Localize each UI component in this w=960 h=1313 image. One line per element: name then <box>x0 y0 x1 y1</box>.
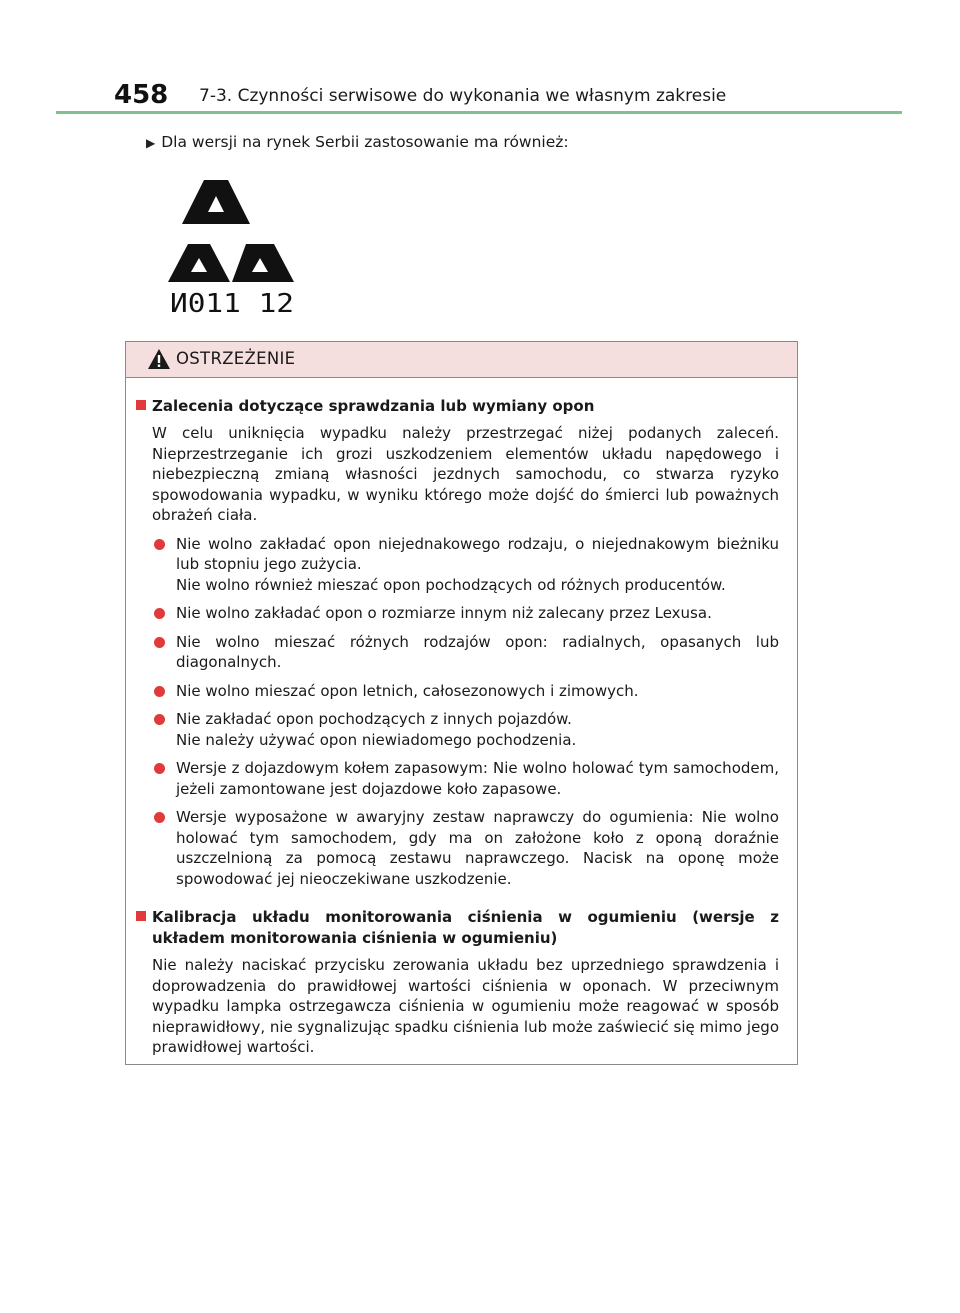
chapter-title: 7-3. Czynności serwisowe do wykonania we własnym zakresie <box>199 86 727 106</box>
warning-title: OSTRZEŻENIE <box>176 349 296 368</box>
list-item <box>152 534 779 596</box>
warning-section <box>130 396 779 889</box>
red-bullet-icon <box>154 637 165 648</box>
bullet-subtext: Nie należy używać opon niewiadomego pochodzenia. <box>176 730 577 749</box>
list-item <box>152 709 779 750</box>
warning-box <box>125 341 798 1065</box>
warning-content <box>126 378 797 1058</box>
warning-header <box>126 342 797 378</box>
red-bullet-icon <box>154 714 165 725</box>
bullet-text: Wersje z dojazdowym kołem zapasowym: Nie wolno holować tym samochodem, jeżeli zamontowane jest dojazdowe koło zapasowe. <box>176 759 779 798</box>
bullet-text: Nie wolno mieszać opon letnich, całosezonowych i zimowych. <box>176 681 639 700</box>
list-item <box>152 681 779 702</box>
list-item <box>152 807 779 889</box>
section-paragraph: W celu uniknięcia wypadku należy przestrzegać niżej podanych zaleceń. Nieprzestrzeganie ich grozi uszkodzeniem elementów układu napędowego i niebezpieczną zmianą własności jezdnych samochodu, co stwarza ryzyko spowodowania wypadku, w wyniku którego może dojść do śmierci lub poważnych obrażeń ciała. <box>152 424 779 524</box>
red-bullet-icon <box>154 608 165 619</box>
red-bullet-icon <box>154 763 165 774</box>
bullet-text: Nie wolno zakładać opon o rozmiarze innym niż zalecany przez Lexusa. <box>176 604 712 622</box>
page-number: 458 <box>114 80 169 110</box>
eac-triangle-mark <box>166 172 302 322</box>
warning-section <box>130 907 779 1058</box>
bullet-list <box>152 534 779 890</box>
page-header <box>56 80 902 120</box>
bullet-text: Nie wolno zakładać opon niejednakowego rodzaju, o niejednakowym bieżniku lub stopniu jego zużycia. <box>176 534 779 573</box>
bullet-text: Wersje wyposażone w awaryjny zestaw naprawczy do ogumienia: Nie wolno holować tym samochodem, gdy ma on założone koło z oponą doraźnie uszczelnioną za pomocą zestawu naprawczego. Nacisk na oponę może spowodować jej nieoczekiwane uszkodzenie. <box>176 808 779 888</box>
warning-triangle-icon <box>147 348 171 370</box>
list-item <box>152 603 779 624</box>
bullet-text: Nie wolno mieszać różnych rodzajów opon: radialnych, opasanych lub diagonalnych. <box>176 632 779 671</box>
serbia-note <box>146 132 569 153</box>
red-bullet-icon <box>154 539 165 550</box>
section-title: Kalibracja układu monitorowania ciśnienia w ogumieniu (wersje z układem monitorowania ciśnienia w ogumieniu) <box>152 908 779 947</box>
section-paragraph: Nie należy naciskać przycisku zerowania układu bez uprzedniego sprawdzenia i doprowadzenia do prawidłowej wartości ciśnienia w oponach. W przeciwnym wypadku lampka ostrzegawcza ciśnienia w ogumieniu może reagować w sposób nieprawidłowy, nie sygnalizując spadku ciśnienia lub może zaświecić się mimo jego prawidłowej wartości. <box>152 956 779 1056</box>
triangle-right-icon: ▶ <box>146 136 156 150</box>
red-square-icon <box>136 911 146 921</box>
serbia-note-text: Dla wersji na rynek Serbii zastosowanie ma również: <box>161 133 569 151</box>
mark-code: И011 12 <box>170 289 294 319</box>
red-square-icon <box>136 400 146 410</box>
red-bullet-icon <box>154 686 165 697</box>
section-title: Zalecenia dotyczące sprawdzania lub wymiany opon <box>152 397 595 415</box>
bullet-text: Nie zakładać opon pochodzących z innych pojazdów. <box>176 710 572 728</box>
bullet-subtext: Nie wolno również mieszać opon pochodzących od różnych producentów. <box>176 575 726 594</box>
red-bullet-icon <box>154 812 165 823</box>
header-rule <box>56 111 902 114</box>
list-item <box>152 632 779 673</box>
list-item <box>152 758 779 799</box>
